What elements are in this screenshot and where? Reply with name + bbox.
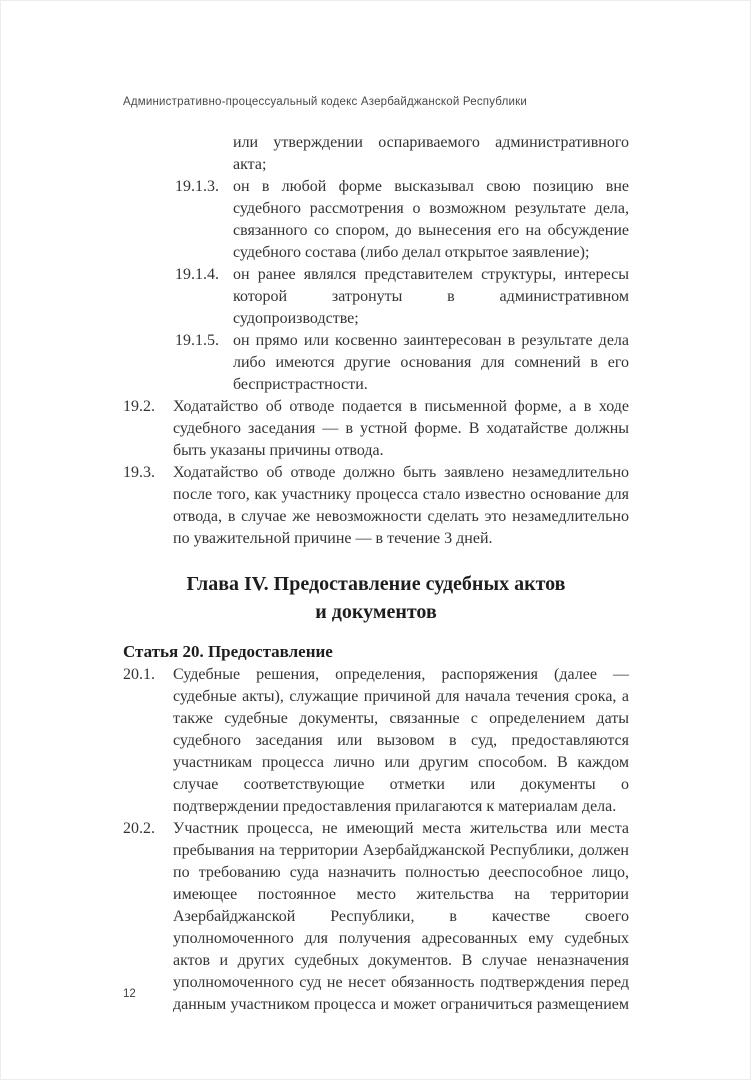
chapter-heading: [123, 570, 629, 626]
chapter-heading-line1: Глава IV. Предоставление судебных актов: [186, 573, 566, 595]
clause-20-1: [123, 664, 629, 818]
clause-text: он прямо или косвенно заинтересован в результате дела либо имеются другие основания для сомнений в его беспристрастности.: [233, 332, 629, 393]
running-header: Административно-процессуальный кодекс Азербайджанской Республики: [123, 96, 527, 108]
clause-19-1-5: [123, 330, 629, 396]
clause-number: 19.3.: [123, 464, 155, 481]
clause-text: Судебные решения, определения, распоряжения (далее — судебные акты), служащие причиной для начала течения срока, а также судебные документы, связанные с определением даты судебного заседания или вызовом в суд, предоставляются участникам процесса лично или другим способом. В каждом случае соответствующие отметки или документы о подтверждении предоставления прилагаются к материалам дела.: [173, 666, 629, 815]
clause-number: 19.1.3.: [175, 178, 219, 195]
paragraph-continuation: [123, 132, 629, 176]
paragraph-continuation-text: или утверждении оспариваемого административного акта;: [233, 134, 629, 173]
page-body: [123, 132, 629, 1016]
clause-19-2: [123, 396, 629, 462]
clause-19-1-3: [123, 176, 629, 264]
clause-number: 19.1.4.: [175, 266, 219, 283]
clause-number: 19.2.: [123, 398, 155, 415]
clause-number: 19.1.5.: [175, 332, 219, 349]
article-heading: Статья 20. Предоставление: [123, 642, 333, 661]
chapter-heading-line2: и документов: [315, 601, 437, 623]
clause-text: Участник процесса, не имеющий места жительства или места пребывания на территории Азербайджанской Республики, должен по требованию суда назначить полностью дееспособное лицо, имеющее постоянное место жительства на территории Азербайджанской Республики, в качестве своего уполномоченного для получения адресованных ему судебных актов и других судебных документов. В случае неназначения уполномоченного суд не несет обязанность подтверждения перед данным участником процесса и может ограничиться размещением: [173, 820, 629, 1013]
clause-number: 20.1.: [123, 666, 155, 683]
clause-text: он в любой форме высказывал свою позицию вне судебного рассмотрения о возможном результате дела, связанного со спором, до вынесения его на обсуждение судебного состава (либо делал открытое заявление);: [233, 178, 629, 261]
clause-19-3: [123, 462, 629, 550]
clause-19-1-4: [123, 264, 629, 330]
clause-number: 20.2.: [123, 820, 155, 837]
clause-text: Ходатайство об отводе должно быть заявлено незамедлительно после того, как участнику процесса стало известно основание для отвода, в случае же невозможности сделать это незамедлительно по уважительной причине — в течение 3 дней.: [173, 464, 629, 547]
clause-20-2: [123, 818, 629, 1016]
clause-text: Ходатайство об отводе подается в письменной форме, а в ходе судебного заседания — в устной форме. В ходатайстве должны быть указаны причины отвода.: [173, 398, 629, 459]
page-number: 12: [123, 988, 136, 1000]
clause-text: он ранее являлся представителем структуры, интересы которой затронуты в административном судопроизводстве;: [233, 266, 629, 327]
